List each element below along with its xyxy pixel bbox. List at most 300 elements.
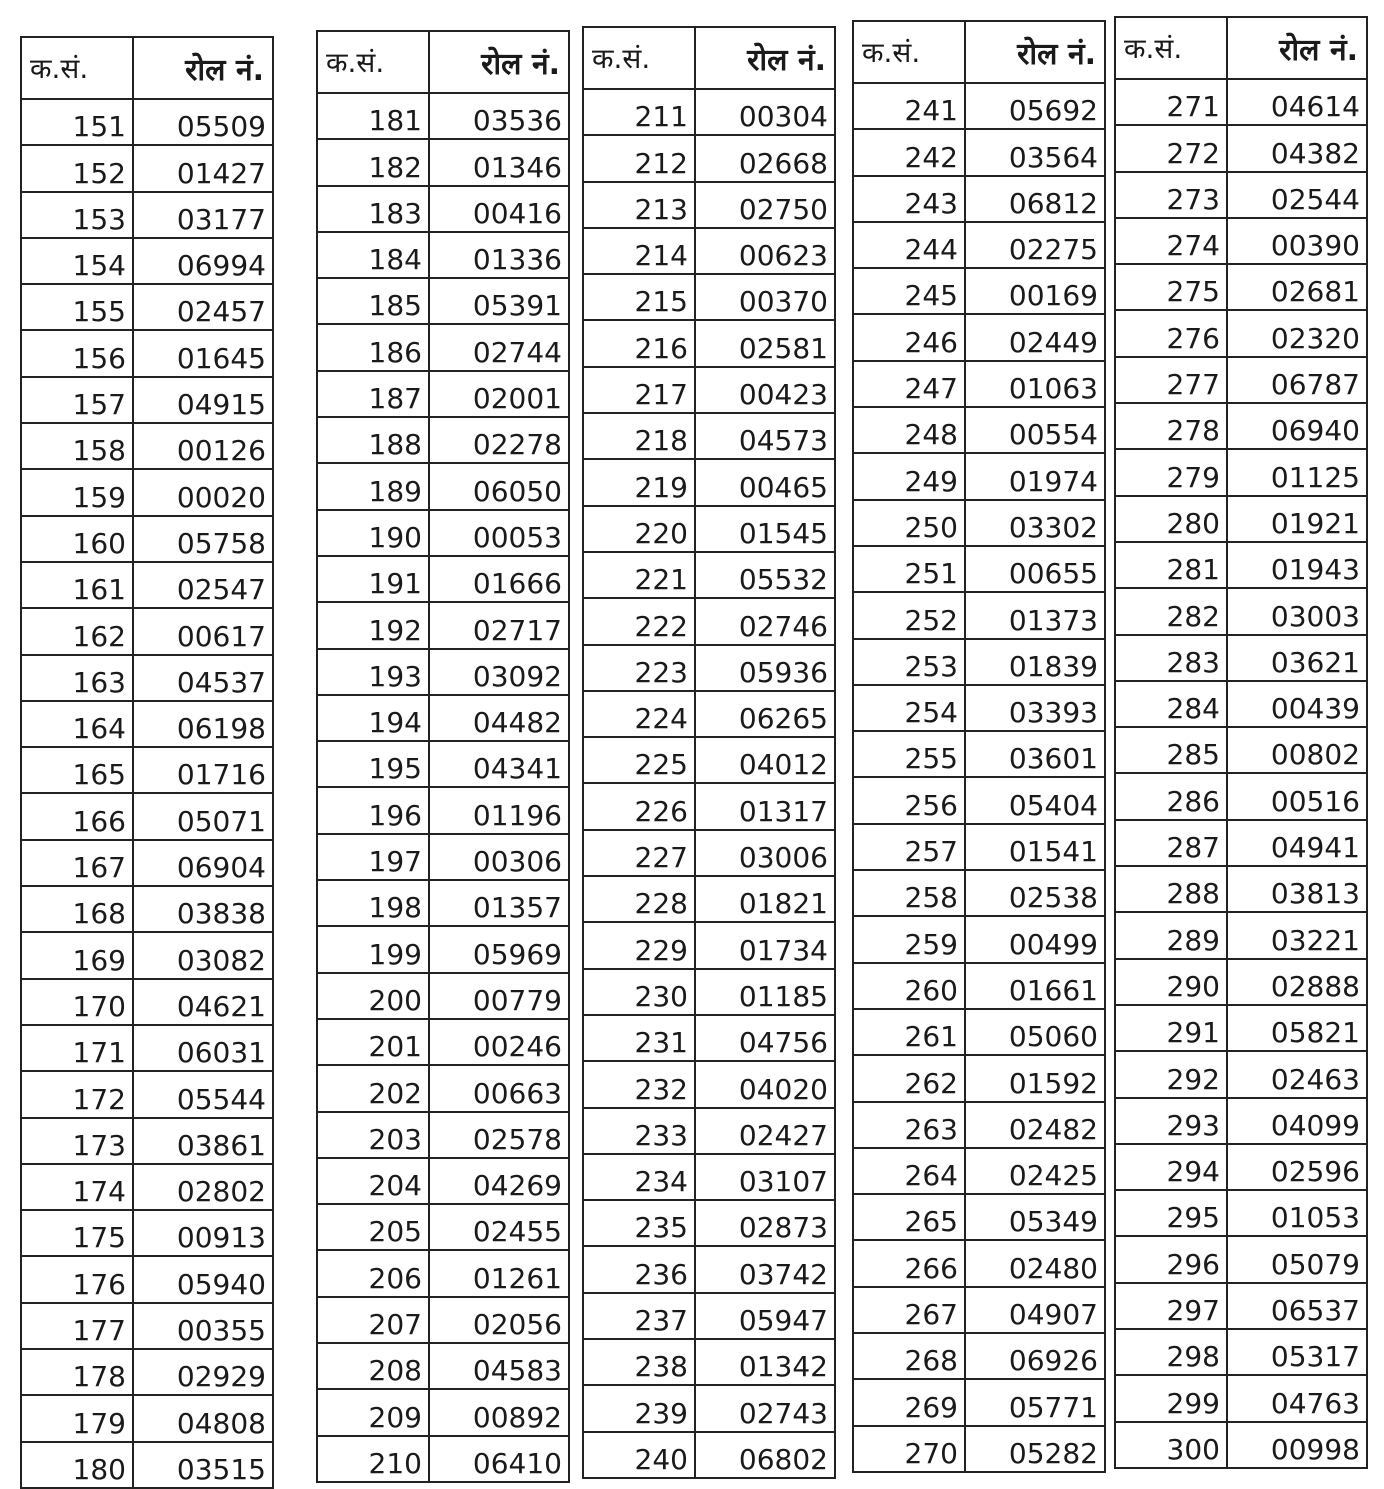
serial-number-cell: 280 (1115, 496, 1227, 542)
table-row (21, 145, 273, 191)
roll-number-cell: 03221 (1227, 912, 1367, 958)
table-row (583, 645, 835, 691)
roll-number-cell: 00304 (695, 89, 835, 135)
roll-number-cell: 02717 (429, 602, 569, 648)
roll-number-cell: 01943 (1227, 542, 1367, 588)
roll-number-cell: 01645 (133, 330, 273, 376)
serial-number-cell: 264 (853, 1148, 965, 1194)
serial-number-cell: 163 (21, 655, 133, 701)
roll-number-cell: 00663 (429, 1065, 569, 1111)
roll-number-cell: 02743 (695, 1385, 835, 1431)
roll-number-cell: 05317 (1227, 1329, 1367, 1375)
serial-number-cell: 204 (317, 1158, 429, 1204)
table-body (583, 89, 835, 1478)
serial-number-cell: 214 (583, 228, 695, 274)
table-row (1115, 496, 1367, 542)
table-row (583, 459, 835, 505)
table-row (1115, 912, 1367, 958)
table-row (853, 1333, 1105, 1379)
serial-number-cell: 286 (1115, 773, 1227, 819)
roll-number-cell: 03564 (965, 129, 1105, 175)
table-row (21, 238, 273, 284)
table-row (853, 500, 1105, 546)
roll-number-cell: 05391 (429, 278, 569, 324)
table-row (583, 691, 835, 737)
roll-number-cell: 00370 (695, 274, 835, 320)
table-row (853, 1379, 1105, 1425)
serial-number-cell: 271 (1115, 79, 1227, 125)
table-row (853, 731, 1105, 777)
serial-number-cell: 249 (853, 453, 965, 499)
serial-number-cell: 202 (317, 1065, 429, 1111)
serial-number-cell: 192 (317, 602, 429, 648)
serial-number-cell: 177 (21, 1303, 133, 1349)
roll-number-cell: 00516 (1227, 773, 1367, 819)
table-row (317, 1112, 569, 1158)
table-row (1115, 403, 1367, 449)
serial-number-header: क.सं. (853, 21, 965, 83)
serial-number-cell: 189 (317, 463, 429, 509)
roll-number-cell: 04099 (1227, 1098, 1367, 1144)
table-row (853, 1426, 1105, 1472)
serial-number-cell: 222 (583, 598, 695, 644)
serial-number-cell: 268 (853, 1333, 965, 1379)
table-row (317, 926, 569, 972)
table-row (21, 1442, 273, 1488)
roll-number-cell: 01125 (1227, 449, 1367, 495)
roll-number-cell: 00913 (133, 1210, 273, 1256)
serial-number-cell: 197 (317, 834, 429, 880)
table-row (583, 1015, 835, 1061)
serial-number-cell: 157 (21, 377, 133, 423)
roll-number-cell: 03393 (965, 685, 1105, 731)
serial-number-cell: 176 (21, 1256, 133, 1302)
roll-number-cell: 00554 (965, 407, 1105, 453)
roll-number-cell: 04756 (695, 1015, 835, 1061)
table-row (21, 701, 273, 747)
serial-number-cell: 261 (853, 1009, 965, 1055)
table-row (853, 963, 1105, 1009)
serial-number-cell: 241 (853, 83, 965, 129)
roll-number-cell: 05947 (695, 1293, 835, 1339)
roll-number-cell: 04382 (1227, 125, 1367, 171)
roll-number-cell: 01666 (429, 556, 569, 602)
roll-number-cell: 00892 (429, 1389, 569, 1435)
serial-number-cell: 181 (317, 93, 429, 139)
table-row (1115, 357, 1367, 403)
table-row (21, 377, 273, 423)
serial-number-cell: 162 (21, 608, 133, 654)
roll-number-cell: 05532 (695, 552, 835, 598)
table-row (317, 1250, 569, 1296)
table-row (1115, 125, 1367, 171)
table-row (317, 1297, 569, 1343)
roll-number-cell: 03601 (965, 731, 1105, 777)
table-row (21, 469, 273, 515)
table-row (583, 413, 835, 459)
roll-number-cell: 02463 (1227, 1051, 1367, 1097)
table-row (853, 83, 1105, 129)
table-row (583, 598, 835, 644)
serial-number-cell: 291 (1115, 1005, 1227, 1051)
roll-number-cell: 01661 (965, 963, 1105, 1009)
serial-number-cell: 171 (21, 1025, 133, 1071)
roll-number-cell: 06926 (965, 1333, 1105, 1379)
roll-number-cell: 06787 (1227, 357, 1367, 403)
roll-number-cell: 01063 (965, 361, 1105, 407)
serial-number-cell: 294 (1115, 1144, 1227, 1190)
table-row (21, 1349, 273, 1395)
table-row (21, 932, 273, 978)
serial-number-cell: 212 (583, 135, 695, 181)
serial-number-cell: 274 (1115, 218, 1227, 264)
table-row (853, 314, 1105, 360)
roll-number-cell: 02668 (695, 135, 835, 181)
roll-number-cell: 02746 (695, 598, 835, 644)
serial-number-cell: 243 (853, 176, 965, 222)
serial-number-cell: 173 (21, 1118, 133, 1164)
roll-number-cell: 05692 (965, 83, 1105, 129)
serial-number-cell: 183 (317, 186, 429, 232)
roll-number-cell: 05282 (965, 1426, 1105, 1472)
roll-number-cell: 02001 (429, 371, 569, 417)
roll-number-cell: 03742 (695, 1246, 835, 1292)
serial-number-cell: 226 (583, 783, 695, 829)
roll-number-cell: 05758 (133, 516, 273, 562)
roll-number-header: रोल नं. (133, 37, 273, 99)
table-row (1115, 773, 1367, 819)
table-row (21, 1303, 273, 1349)
serial-number-cell: 160 (21, 516, 133, 562)
roll-number-header: रोल नं. (429, 31, 569, 93)
roll-table-3 (582, 26, 836, 1479)
roll-number-cell: 03838 (133, 886, 273, 932)
roll-number-cell: 04941 (1227, 820, 1367, 866)
table-row (21, 1164, 273, 1210)
table-row (317, 1158, 569, 1204)
roll-number-cell: 05071 (133, 793, 273, 839)
table-row (317, 186, 569, 232)
serial-number-cell: 290 (1115, 959, 1227, 1005)
roll-number-cell: 02873 (695, 1200, 835, 1246)
serial-number-cell: 295 (1115, 1190, 1227, 1236)
serial-number-cell: 210 (317, 1436, 429, 1482)
roll-number-cell: 01342 (695, 1339, 835, 1385)
table-row (853, 592, 1105, 638)
serial-number-cell: 253 (853, 639, 965, 685)
roll-number-cell: 06802 (695, 1432, 835, 1478)
serial-number-cell: 247 (853, 361, 965, 407)
roll-number-cell: 05940 (133, 1256, 273, 1302)
roll-number-cell: 04583 (429, 1343, 569, 1389)
serial-number-cell: 265 (853, 1194, 965, 1240)
serial-number-cell: 300 (1115, 1422, 1227, 1468)
table-row (1115, 588, 1367, 634)
roll-number-cell: 02929 (133, 1349, 273, 1395)
table-row (853, 1055, 1105, 1101)
roll-number-cell: 00416 (429, 186, 569, 232)
roll-number-cell: 06904 (133, 840, 273, 886)
roll-number-cell: 02449 (965, 314, 1105, 360)
serial-number-cell: 235 (583, 1200, 695, 1246)
table-body (21, 99, 273, 1488)
serial-number-cell: 224 (583, 691, 695, 737)
serial-number-cell: 184 (317, 232, 429, 278)
roll-number-cell: 00998 (1227, 1422, 1367, 1468)
roll-number-cell: 04614 (1227, 79, 1367, 125)
table-row (583, 135, 835, 181)
serial-number-cell: 195 (317, 741, 429, 787)
roll-number-cell: 06050 (429, 463, 569, 509)
table-row (1115, 1283, 1367, 1329)
roll-number-cell: 06031 (133, 1025, 273, 1071)
serial-number-cell: 278 (1115, 403, 1227, 449)
table-row (21, 562, 273, 608)
roll-number-cell: 01427 (133, 145, 273, 191)
serial-number-cell: 182 (317, 139, 429, 185)
roll-table-5 (1114, 16, 1368, 1469)
table-row (853, 1194, 1105, 1240)
table-row (317, 787, 569, 833)
roll-number-cell: 02457 (133, 284, 273, 330)
roll-number-cell: 01974 (965, 453, 1105, 499)
table-header-row (21, 37, 273, 99)
table-row (21, 1210, 273, 1256)
roll-number-cell: 02538 (965, 870, 1105, 916)
table-row (583, 1385, 835, 1431)
table-row (1115, 1375, 1367, 1421)
serial-number-cell: 211 (583, 89, 695, 135)
serial-number-cell: 275 (1115, 264, 1227, 310)
roll-number-cell: 03861 (133, 1118, 273, 1164)
roll-number-cell: 02455 (429, 1204, 569, 1250)
serial-number-cell: 227 (583, 830, 695, 876)
table-row (583, 1108, 835, 1154)
table-row (583, 1339, 835, 1385)
serial-number-cell: 206 (317, 1250, 429, 1296)
roll-number-cell: 02547 (133, 562, 273, 608)
table-row (317, 417, 569, 463)
table-row (317, 232, 569, 278)
table-row (1115, 727, 1367, 773)
table-row (21, 284, 273, 330)
serial-number-cell: 283 (1115, 635, 1227, 681)
serial-number-header: क.सं. (1115, 17, 1227, 79)
table-row (21, 1395, 273, 1441)
serial-number-cell: 239 (583, 1385, 695, 1431)
roll-number-cell: 02596 (1227, 1144, 1367, 1190)
table-row (317, 139, 569, 185)
serial-number-cell: 151 (21, 99, 133, 145)
table-row (1115, 542, 1367, 588)
serial-number-cell: 186 (317, 324, 429, 370)
table-row (853, 916, 1105, 962)
serial-number-cell: 218 (583, 413, 695, 459)
table-row (583, 506, 835, 552)
table-row (1115, 866, 1367, 912)
table-row (1115, 635, 1367, 681)
serial-number-cell: 221 (583, 552, 695, 598)
table-row (317, 834, 569, 880)
roll-number-cell: 02482 (965, 1102, 1105, 1148)
roll-number-cell: 03621 (1227, 635, 1367, 681)
serial-number-cell: 250 (853, 500, 965, 546)
serial-number-cell: 170 (21, 979, 133, 1025)
roll-number-cell: 03536 (429, 93, 569, 139)
table-row (583, 1293, 835, 1339)
roll-number-cell: 05771 (965, 1379, 1105, 1425)
table-row (1115, 310, 1367, 356)
roll-number-cell: 05821 (1227, 1005, 1367, 1051)
roll-number-cell: 01346 (429, 139, 569, 185)
roll-number-cell: 04915 (133, 377, 273, 423)
table-row (1115, 1422, 1367, 1468)
serial-number-cell: 187 (317, 371, 429, 417)
serial-number-cell: 237 (583, 1293, 695, 1339)
roll-number-cell: 03082 (133, 932, 273, 978)
serial-number-cell: 207 (317, 1297, 429, 1343)
roll-number-cell: 02278 (429, 417, 569, 463)
table-row (21, 330, 273, 376)
serial-number-cell: 193 (317, 649, 429, 695)
table-row (583, 182, 835, 228)
roll-number-header: रोल नं. (695, 27, 835, 89)
roll-number-cell: 01373 (965, 592, 1105, 638)
roll-number-cell: 02888 (1227, 959, 1367, 1005)
table-row (21, 1118, 273, 1164)
table-row (1115, 172, 1367, 218)
roll-number-cell: 00623 (695, 228, 835, 274)
table-row (853, 870, 1105, 916)
table-row (21, 655, 273, 701)
serial-number-cell: 213 (583, 182, 695, 228)
serial-number-cell: 296 (1115, 1236, 1227, 1282)
roll-number-cell: 00617 (133, 608, 273, 654)
roll-number-cell: 01261 (429, 1250, 569, 1296)
roll-number-cell: 00306 (429, 834, 569, 880)
serial-number-cell: 156 (21, 330, 133, 376)
serial-number-cell: 201 (317, 1019, 429, 1065)
serial-number-cell: 282 (1115, 588, 1227, 634)
roll-number-cell: 00499 (965, 916, 1105, 962)
table-row (317, 880, 569, 926)
serial-number-cell: 196 (317, 787, 429, 833)
serial-number-cell: 269 (853, 1379, 965, 1425)
roll-number-cell: 06940 (1227, 403, 1367, 449)
roll-number-cell: 04482 (429, 695, 569, 741)
table-row (317, 649, 569, 695)
serial-number-cell: 174 (21, 1164, 133, 1210)
serial-number-cell: 208 (317, 1343, 429, 1389)
table-row (317, 324, 569, 370)
roll-number-cell: 02425 (965, 1148, 1105, 1194)
serial-number-cell: 259 (853, 916, 965, 962)
serial-number-cell: 158 (21, 423, 133, 469)
serial-number-cell: 279 (1115, 449, 1227, 495)
table-row (1115, 264, 1367, 310)
serial-number-cell: 244 (853, 222, 965, 268)
roll-number-cell: 02750 (695, 182, 835, 228)
serial-number-cell: 168 (21, 886, 133, 932)
serial-number-cell: 284 (1115, 681, 1227, 727)
roll-number-cell: 01716 (133, 747, 273, 793)
table-row (317, 93, 569, 139)
serial-number-cell: 228 (583, 876, 695, 922)
table-row (317, 1019, 569, 1065)
serial-number-cell: 238 (583, 1339, 695, 1385)
roll-number-cell: 05544 (133, 1071, 273, 1117)
roll-number-cell: 06410 (429, 1436, 569, 1482)
roll-number-cell: 04808 (133, 1395, 273, 1441)
serial-number-cell: 194 (317, 695, 429, 741)
roll-number-cell: 04621 (133, 979, 273, 1025)
roll-number-cell: 01592 (965, 1055, 1105, 1101)
roll-number-cell: 00802 (1227, 727, 1367, 773)
table-header-row (853, 21, 1105, 83)
roll-number-cell: 01196 (429, 787, 569, 833)
table-row (21, 423, 273, 469)
table-row (853, 777, 1105, 823)
serial-number-cell: 236 (583, 1246, 695, 1292)
table-row (583, 1154, 835, 1200)
roll-number-cell: 00355 (133, 1303, 273, 1349)
serial-number-cell: 285 (1115, 727, 1227, 773)
table-row (21, 747, 273, 793)
roll-number-cell: 04020 (695, 1061, 835, 1107)
serial-number-cell: 299 (1115, 1375, 1227, 1421)
serial-number-cell: 231 (583, 1015, 695, 1061)
table-row (583, 1200, 835, 1246)
serial-number-cell: 154 (21, 238, 133, 284)
serial-number-cell: 175 (21, 1210, 133, 1256)
roll-number-cell: 06265 (695, 691, 835, 737)
serial-number-cell: 209 (317, 1389, 429, 1435)
table-row (853, 176, 1105, 222)
table-row (1115, 959, 1367, 1005)
table-row (1115, 1005, 1367, 1051)
serial-number-cell: 225 (583, 737, 695, 783)
table-row (317, 1204, 569, 1250)
roll-number-cell: 03107 (695, 1154, 835, 1200)
table-row (21, 192, 273, 238)
roll-number-cell: 01839 (965, 639, 1105, 685)
roll-number-cell: 02056 (429, 1297, 569, 1343)
table-row (853, 1148, 1105, 1194)
table-row (317, 371, 569, 417)
roll-number-cell: 01734 (695, 922, 835, 968)
roll-number-cell: 01053 (1227, 1190, 1367, 1236)
roll-number-cell: 01336 (429, 232, 569, 278)
table-row (583, 228, 835, 274)
roll-number-cell: 01821 (695, 876, 835, 922)
serial-number-cell: 216 (583, 320, 695, 366)
roll-number-cell: 01185 (695, 969, 835, 1015)
table-row (583, 274, 835, 320)
roll-number-cell: 04573 (695, 413, 835, 459)
serial-number-cell: 205 (317, 1204, 429, 1250)
table-row (1115, 1236, 1367, 1282)
roll-number-header: रोल नं. (1227, 17, 1367, 79)
roll-number-cell: 01541 (965, 824, 1105, 870)
table-row (317, 1436, 569, 1482)
roll-number-cell: 04763 (1227, 1375, 1367, 1421)
table-row (853, 1287, 1105, 1333)
roll-number-cell: 02427 (695, 1108, 835, 1154)
serial-number-cell: 281 (1115, 542, 1227, 588)
table-row (1115, 820, 1367, 866)
serial-number-header: क.सं. (21, 37, 133, 99)
roll-number-cell: 06812 (965, 176, 1105, 222)
